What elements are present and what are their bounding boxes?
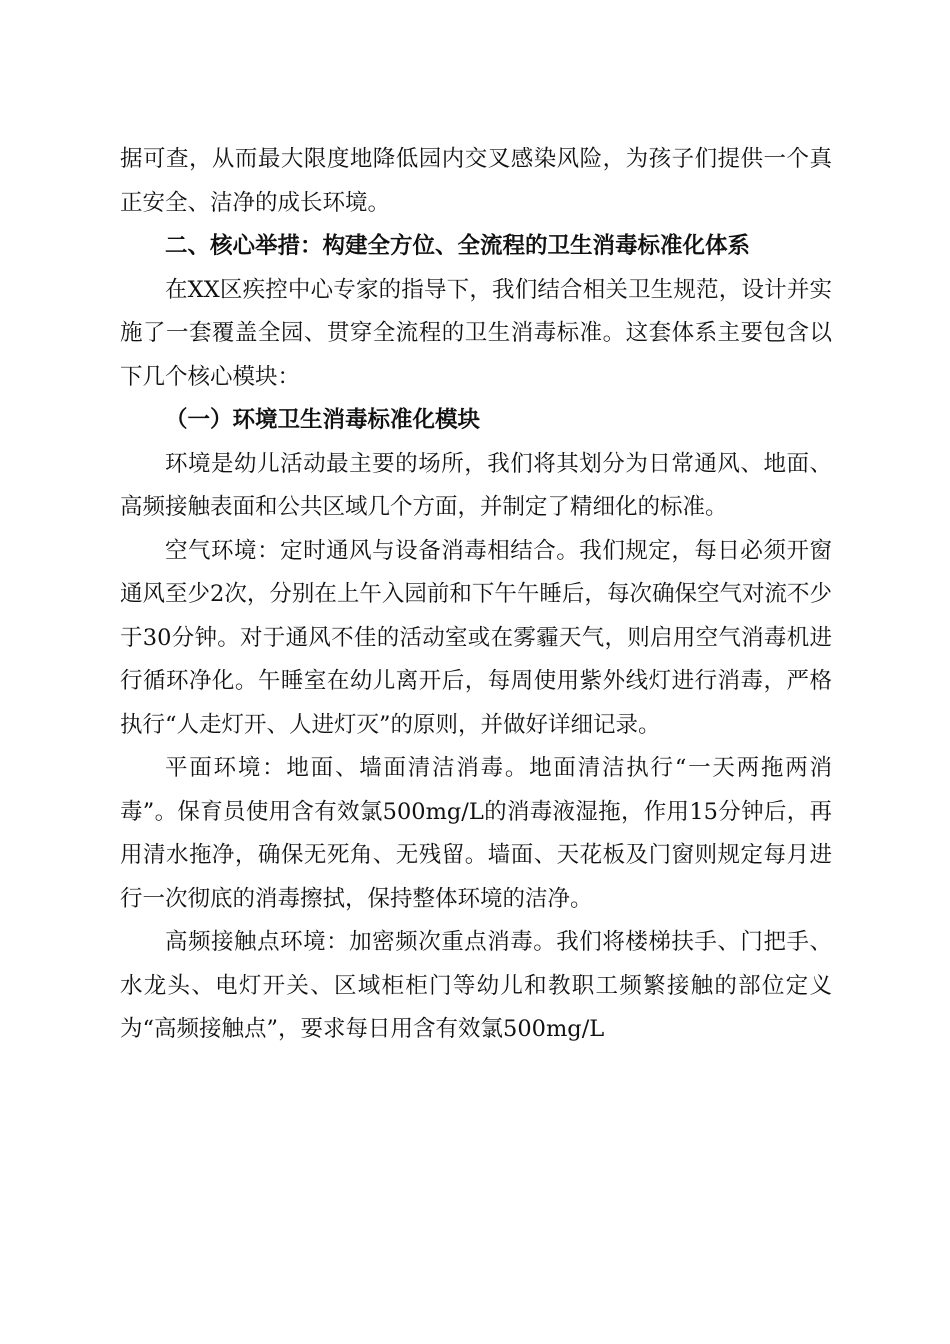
paragraph-air: 空气环境：定时通风与设备消毒相结合。我们规定，每日必须开窗通风至少2次，分别在上午入园前和下午午睡后，每次确保空气对流不少于30分钟。对于通风不佳的活动室或在雾霾天气，则启用空气消毒机进行循环净化。午睡室在幼儿离开后，每周使用紫外线灯进行消毒，严格执行“人走灯开、人进灯灭”的原则，并做好详细记录。	[120, 537, 832, 738]
section-heading: 二、核心举措：构建全方位、全流程的卫生消毒标准化体系	[165, 233, 751, 259]
paragraph-continuation: 据可查，从而最大限度地降低园内交叉感染风险，为孩子们提供一个真正安全、洁净的成长环境。	[120, 146, 832, 216]
paragraph-environment: 环境是幼儿活动最主要的场所，我们将其划分为日常通风、地面、高频接触表面和公共区域几个方面，并制定了精细化的标准。	[120, 450, 832, 520]
document-page	[120, 138, 832, 1052]
paragraph-high-touch: 高频接触点环境：加密频次重点消毒。我们将楼梯扶手、门把手、水龙头、电灯开关、区域柜柜门等幼儿和教职工频繁接触的部位定义为“高频接触点”，要求每日用含有效氯500mg/L	[120, 929, 832, 1042]
paragraph-intro: 在XX区疾控中心专家的指导下，我们结合相关卫生规范，设计并实施了一套覆盖全园、贯穿全流程的卫生消毒标准。这套体系主要包含以下几个核心模块：	[120, 276, 832, 390]
subsection-heading: （一）环境卫生消毒标准化模块	[165, 407, 481, 433]
paragraph-surface: 平面环境：地面、墙面清洁消毒。地面清洁执行“一天两拖两消毒”。保育员使用含有效氯500mg/L的消毒液湿拖，作用15分钟后，再用清水拖净，确保无死角、无残留。墙面、天花板及门窗则规定每月进行一次彻底的消毒擦拭，保持整体环境的洁净。	[120, 755, 832, 912]
